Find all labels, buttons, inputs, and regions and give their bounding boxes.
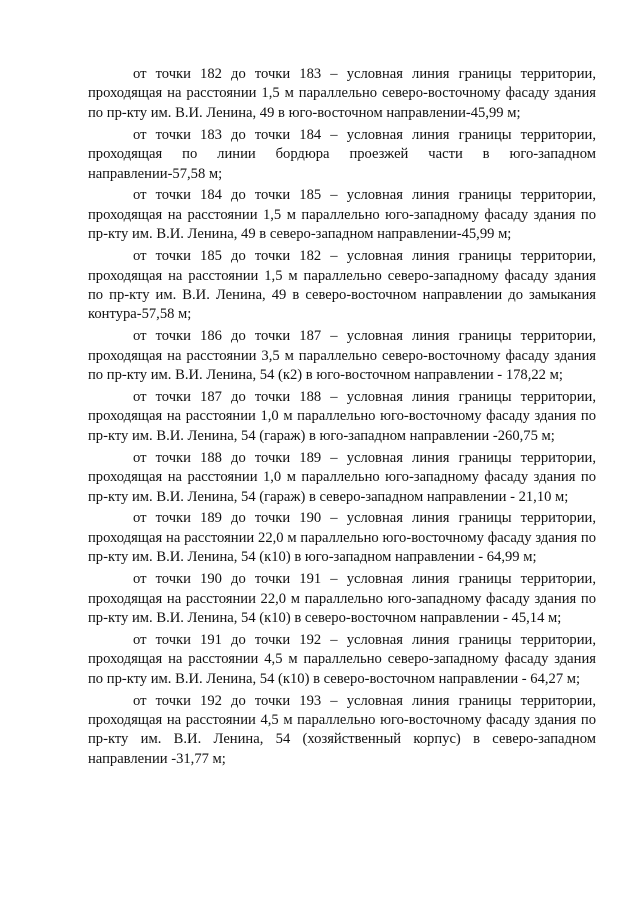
paragraph-183-184: от точки 183 до точки 184 – условная линия границы территории, проходящая по линии бордюра проезжей части в юго-западном направлении-57,58 м; <box>88 126 596 182</box>
paragraph-185-182: от точки 185 до точки 182 – условная линия границы территории, проходящая на расстоянии 1,5 м параллельно северо-западному фасаду здания по пр-кту им. В.И. Ленина, 49 в северо-восточном направлении до замыкания контура-57,58 м; <box>88 248 596 323</box>
paragraph-190-191: от точки 190 до точки 191 – условная линия границы территории, проходящая на расстоянии 22,0 м параллельно юго-западному фасаду здания по пр-кту им. В.И. Ленина, 54 (к10) в северо-восточном направлении - 45,14 м; <box>88 571 596 626</box>
paragraph-189-190: от точки 189 до точки 190 – условная линия границы территории, проходящая на расстоянии 22,0 м параллельно юго-восточному фасаду здания по пр-кту им. В.И. Ленина, 54 (к10) в юго-западном направлении - 64,99 м; <box>88 510 596 566</box>
paragraph-184-185: от точки 184 до точки 185 – условная линия границы территории, проходящая на расстоянии 1,5 м параллельно юго-западному фасаду здания по пр-кту им. В.И. Ленина, 49 в северо-западном направлении-45,99 м; <box>88 187 596 243</box>
paragraph-186-187: от точки 186 до точки 187 – условная линия границы территории, проходящая на расстоянии 3,5 м параллельно северо-восточному фасаду здания по пр-кту им. В.И. Ленина, 54 (к2) в юго-восточном направлении - 178,22 м; <box>88 328 596 384</box>
document-page <box>88 65 596 772</box>
paragraph-187-188: от точки 187 до точки 188 – условная линия границы территории, проходящая на расстоянии 1,0 м параллельно юго-восточному фасаду здания по пр-кту им. В.И. Ленина, 54 (гараж) в юго-западном направлении -260,75 м; <box>88 389 596 444</box>
paragraph-182-183: от точки 182 до точки 183 – условная линия границы территории, проходящая на расстоянии 1,5 м параллельно северо-восточному фасаду здания по пр-кту им. В.И. Ленина, 49 в юго-восточном направлении-45,99 м; <box>88 66 596 121</box>
paragraph-192-193: от точки 192 до точки 193 – условная линия границы территории, проходящая на расстоянии 4,5 м параллельно юго-восточному фасаду здания по пр-кту им. В.И. Ленина, 54 (хозяйственный корпус) в северо-западном направлении -31,77 м; <box>88 692 596 767</box>
paragraph-188-189: от точки 188 до точки 189 – условная линия границы территории, проходящая на расстоянии 1,0 м параллельно юго-западному фасаду здания по пр-кту им. В.И. Ленина, 54 (гараж) в северо-западном направлении - 21,10 м; <box>88 449 596 505</box>
paragraph-191-192: от точки 191 до точки 192 – условная линия границы территории, проходящая на расстоянии 4,5 м параллельно северо-западному фасаду здания по пр-кту им. В.И. Ленина, 54 (к10) в северо-восточном направлении - 64,27 м; <box>88 631 596 687</box>
